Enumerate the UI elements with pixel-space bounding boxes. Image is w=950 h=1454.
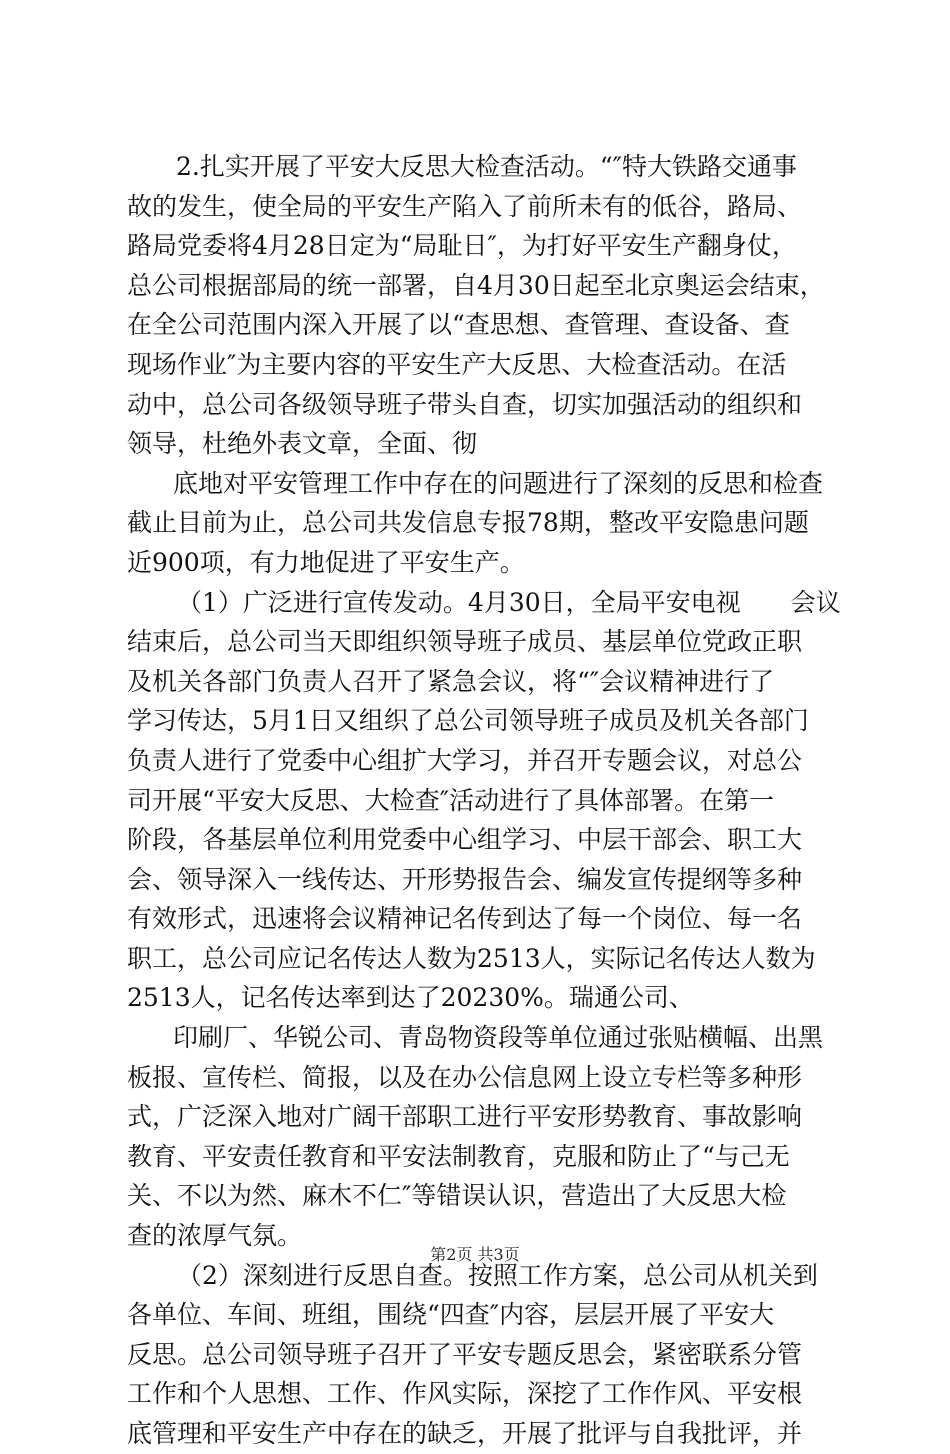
page-number-label: 第2页 共3页 — [430, 1245, 520, 1264]
text-line: 在全公司范围内深入开展了以“查思想、查管理、查设备、查 — [127, 310, 790, 340]
text-line: 学习传达，5月1日又组织了总公司领导班子成员及机关各部门 — [127, 706, 809, 736]
text-line: 总公司根据部局的统一部署，自4月30日起至北京奥运会结束， — [127, 270, 825, 300]
text-line: 动中，总公司各级领导班子带头自查，切实加强活动的组织和 — [127, 389, 803, 419]
text-line: 结束后，总公司当天即组织领导班子成员、基层单位党政正职 — [127, 627, 803, 657]
text-line: 底地对平安管理工作中存在的问题进行了深刻的反思和检查 — [173, 468, 824, 498]
text-line: 会、领导深入一线传达、开形势报告会、编发宣传提纲等多种 — [127, 864, 803, 894]
text-line: 印刷厂、华锐公司、青岛物资段等单位通过张贴横幅、出黑 — [173, 1023, 824, 1053]
text-line: 教育、平安责任教育和平安法制教育，克服和防止了“与己无 — [127, 1141, 790, 1171]
text-line: 关、不以为然、麻木不仁″等错误认识，营造出了大反思大检 — [127, 1181, 787, 1211]
text-line: 板报、宣传栏、简报，以及在办公信息网上设立专栏等多种形 — [127, 1062, 803, 1092]
text-line: 截止目前为止，总公司共发信息专报78期，整改平安隐患问题 — [127, 508, 809, 538]
text-line: 路局党委将4月28日定为“局耻日″，为打好平安生产翻身仗， — [127, 231, 797, 261]
text-line: （2）深刻进行反思自查。按照工作方案，总公司从机关到 — [177, 1260, 818, 1290]
text-line: 司开展“平安大反思、大检查″活动进行了具体部署。在第一 — [127, 785, 775, 815]
text-line: 2513人，记名传达率到达了20230%。瑞通公司、 — [127, 983, 694, 1013]
text-line: 有效形式，迅速将会议精神记名传到达了每一个岗位、每一名 — [127, 904, 803, 934]
text-line: 近900项，有力地促进了平安生产。 — [127, 547, 525, 577]
text-line: （1）广泛进行宣传发动。4月30日，全局平安电视 会议 — [177, 587, 841, 617]
text-line: 反思。总公司领导班子召开了平安专题反思会，紧密联系分管 — [127, 1339, 803, 1369]
text-line: 查的浓厚气氛。 — [127, 1221, 303, 1251]
text-line: 负责人进行了党委中心组扩大学习，并召开专题会议，对总公 — [127, 745, 803, 775]
text-line: 底管理和平安生产中存在的缺乏，开展了批评与自我批评，并 — [127, 1419, 803, 1448]
text-line: 故的发生，使全局的平安生产陷入了前所未有的低谷，路局、 — [127, 191, 803, 221]
text-line: 职工，总公司应记名传达人数为2513人，实际记名传达人数为 — [127, 943, 816, 973]
text-line: 工作和个人思想、工作、作风实际，深挖了工作作风、平安根 — [127, 1379, 803, 1409]
text-line: 领导，杜绝外表文章，全面、彻 — [127, 429, 478, 459]
text-line: 各单位、车间、班组，围绕“四查″内容，层层开展了平安大 — [127, 1300, 775, 1330]
text-line: 2.扎实开展了平安大反思大检查活动。“″特大铁路交通事 — [176, 152, 797, 181]
text-line: 式，广泛深入地对广阔干部职工进行平安形势教育、事故影响 — [127, 1102, 803, 1132]
text-line: 阶段，各基层单位利用党委中心组学习、中层干部会、职工大 — [127, 825, 803, 855]
text-line: 及机关各部门负责人召开了紧急会议，将“″会议精神进行了 — [127, 666, 775, 696]
page-footer — [0, 1245, 950, 1265]
text-line: 现场作业″为主要内容的平安生产大反思、大检查活动。在活 — [127, 349, 787, 379]
